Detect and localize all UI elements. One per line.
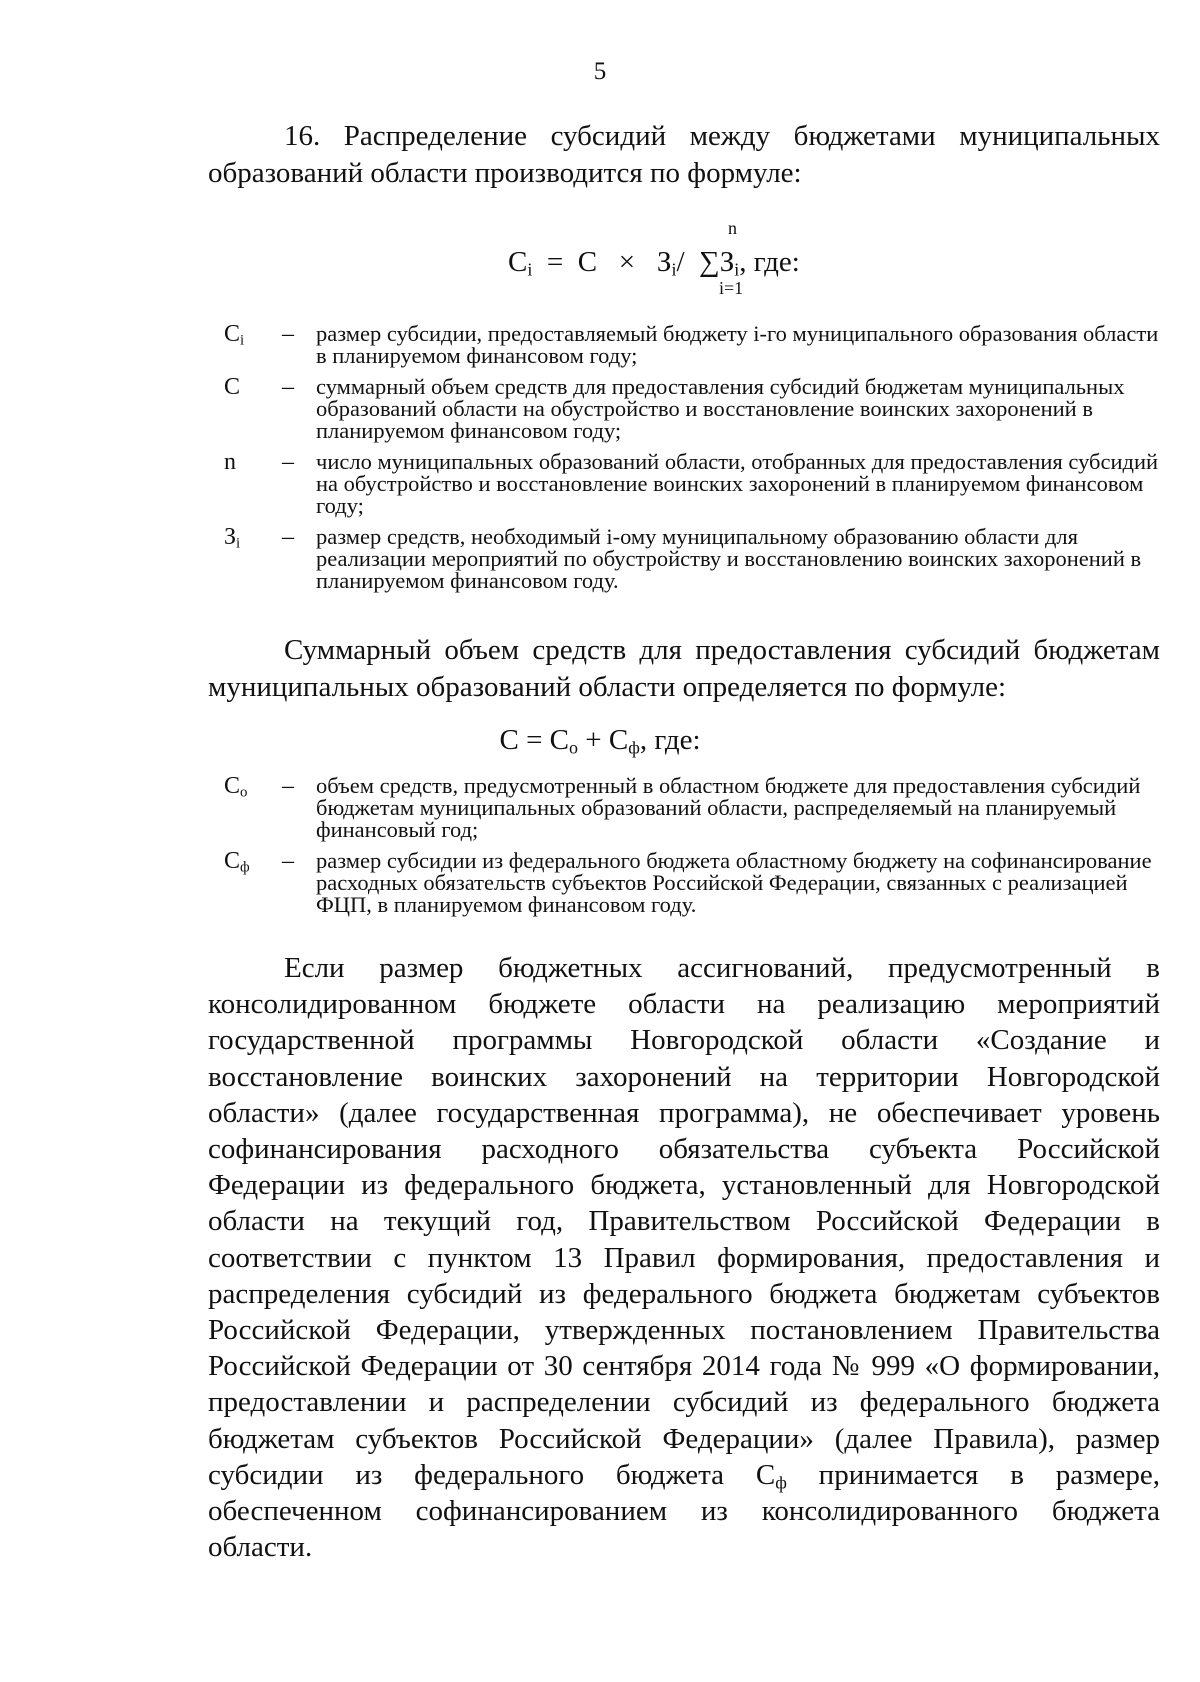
term-symbol: n bbox=[224, 449, 236, 475]
formula-equals: = bbox=[546, 246, 564, 278]
definition-dash: – bbox=[282, 321, 294, 347]
formula-z: З bbox=[656, 246, 672, 278]
formula-z2: З bbox=[719, 246, 735, 278]
formula-c: C bbox=[577, 246, 598, 278]
formula-lhs-subscript: i bbox=[527, 259, 533, 280]
definition-dash: – bbox=[282, 374, 294, 400]
formula-2-plus: + C bbox=[578, 724, 629, 756]
definition-term bbox=[224, 321, 272, 349]
distribution-formula bbox=[0, 218, 1200, 298]
total-volume-formula bbox=[0, 724, 1200, 757]
definition-item bbox=[224, 526, 1164, 592]
main-paragraph-part-1: Если размер бюджетных ассигнований, предусмотренный в консолидированном бюджете области на реализацию мероприятий государственной программы Новгородской области «Создание и восстановление воинских захоронений на территории Новгородской области» (далее государственная программа), не обеспечивает уровень софинансирования расходного обязательства субъекта Российской Федерации из федерального бюджета, установленный для Новгородской области на текущий год, Правительством Российской Федерации в соответствии с пунктом 13 Правил формирования, предоставления и распределения субсидий из федерального бюджета бюджетам субъектов Российской Федерации, утвержденных постановлением Правительства Российской Федерации от 30 сентября 2014 года № 999 «О формировании, предоставлении и распределении субсидий из федерального бюджета бюджетам субъектов Российской Федерации» (далее Правила), размер субсидии из федерального бюджета C bbox=[208, 952, 1160, 1491]
sum-lower-limit: i=1 bbox=[719, 278, 744, 298]
definition-text: размер субсидии из федерального бюджета областному бюджету на софинансирование расходных обязательств субъектов Российской Федерации, связанных с реализацией ФЦП, в планируемом финансовом году. bbox=[316, 848, 1152, 917]
term-subscript: i bbox=[240, 332, 245, 349]
definition-text: число муниципальных образований области, отобранных для предоставления субсидий на обустройство и восстановление воинских захоронений в планируемом финансовом году; bbox=[316, 449, 1159, 518]
formula-2-lhs: C = C bbox=[499, 724, 570, 756]
formula-tail: , где: bbox=[739, 246, 800, 278]
definition-text: объем средств, предусмотренный в областном бюджете для предоставления субсидий бюджетам муниципальных образований области, распределяемый на планируемый финансовый год; bbox=[316, 773, 1141, 842]
formula-lhs: C bbox=[508, 246, 528, 278]
intro-paragraph: 16. Распределение субсидий между бюджетами муниципальных образований области производится по формуле: bbox=[208, 120, 1160, 189]
definition-term bbox=[224, 451, 272, 473]
term-symbol: C bbox=[224, 374, 241, 400]
term-symbol: C bbox=[224, 773, 241, 799]
definition-item bbox=[224, 850, 1164, 916]
sum-symbol: ∑ bbox=[699, 246, 720, 278]
definition-text: размер средств, необходимый i-ому муниципальному образованию области для реализации мероприятий по обустройству и восстановлению воинских захоронений в планируемом финансовом году. bbox=[316, 524, 1142, 593]
main-paragraph-part-2: принимается в размере, обеспеченном софинансированием из консолидированного бюджета области. bbox=[208, 1458, 1160, 1564]
summary-paragraph: Суммарный объем средств для предоставления субсидий бюджетам муниципальных образований области определяется по формуле: bbox=[208, 634, 1160, 703]
term-symbol: C bbox=[224, 848, 241, 874]
formula-2-tail: , где: bbox=[639, 724, 701, 756]
definition-dash: – bbox=[282, 848, 294, 874]
definition-item bbox=[224, 376, 1164, 442]
definition-item bbox=[224, 451, 1164, 517]
term-symbol: З bbox=[224, 524, 237, 550]
formula-2-definitions bbox=[224, 775, 1164, 925]
formula-2-subscript-f: ф bbox=[628, 737, 640, 758]
formula-expression bbox=[508, 246, 800, 279]
term-symbol: C bbox=[224, 321, 241, 347]
main-paragraph bbox=[208, 950, 1160, 1565]
definition-item bbox=[224, 775, 1164, 841]
formula-z-subscript: i bbox=[671, 259, 677, 280]
formula-1-definitions bbox=[224, 323, 1164, 601]
definition-term bbox=[224, 524, 272, 552]
definition-text: размер субсидии, предоставляемый бюджету i-го муниципального образования области в планируемом финансовом году; bbox=[316, 321, 1159, 368]
formula-times: × bbox=[618, 246, 636, 278]
formula-2-subscript-o: о bbox=[569, 737, 579, 758]
term-subscript: о bbox=[240, 784, 248, 801]
definition-term bbox=[224, 848, 272, 876]
definition-dash: – bbox=[282, 449, 294, 475]
definition-term bbox=[224, 773, 272, 801]
main-paragraph-subscript: ф bbox=[775, 1472, 787, 1493]
definition-text: суммарный объем средств для предоставления субсидий бюджетам муниципальных образований области на обустройство и восстановление воинских захоронений в планируемом финансовом году; bbox=[316, 374, 1125, 443]
definition-dash: – bbox=[282, 773, 294, 799]
definition-dash: – bbox=[282, 524, 294, 550]
term-subscript: i bbox=[236, 535, 241, 552]
definition-item bbox=[224, 323, 1164, 367]
page-number: 5 bbox=[593, 58, 607, 85]
sum-upper-limit: n bbox=[728, 218, 737, 238]
formula-slash: / bbox=[676, 246, 685, 278]
definition-term bbox=[224, 376, 272, 398]
formula-z2-subscript: i bbox=[734, 259, 740, 280]
term-subscript: ф bbox=[240, 859, 250, 876]
